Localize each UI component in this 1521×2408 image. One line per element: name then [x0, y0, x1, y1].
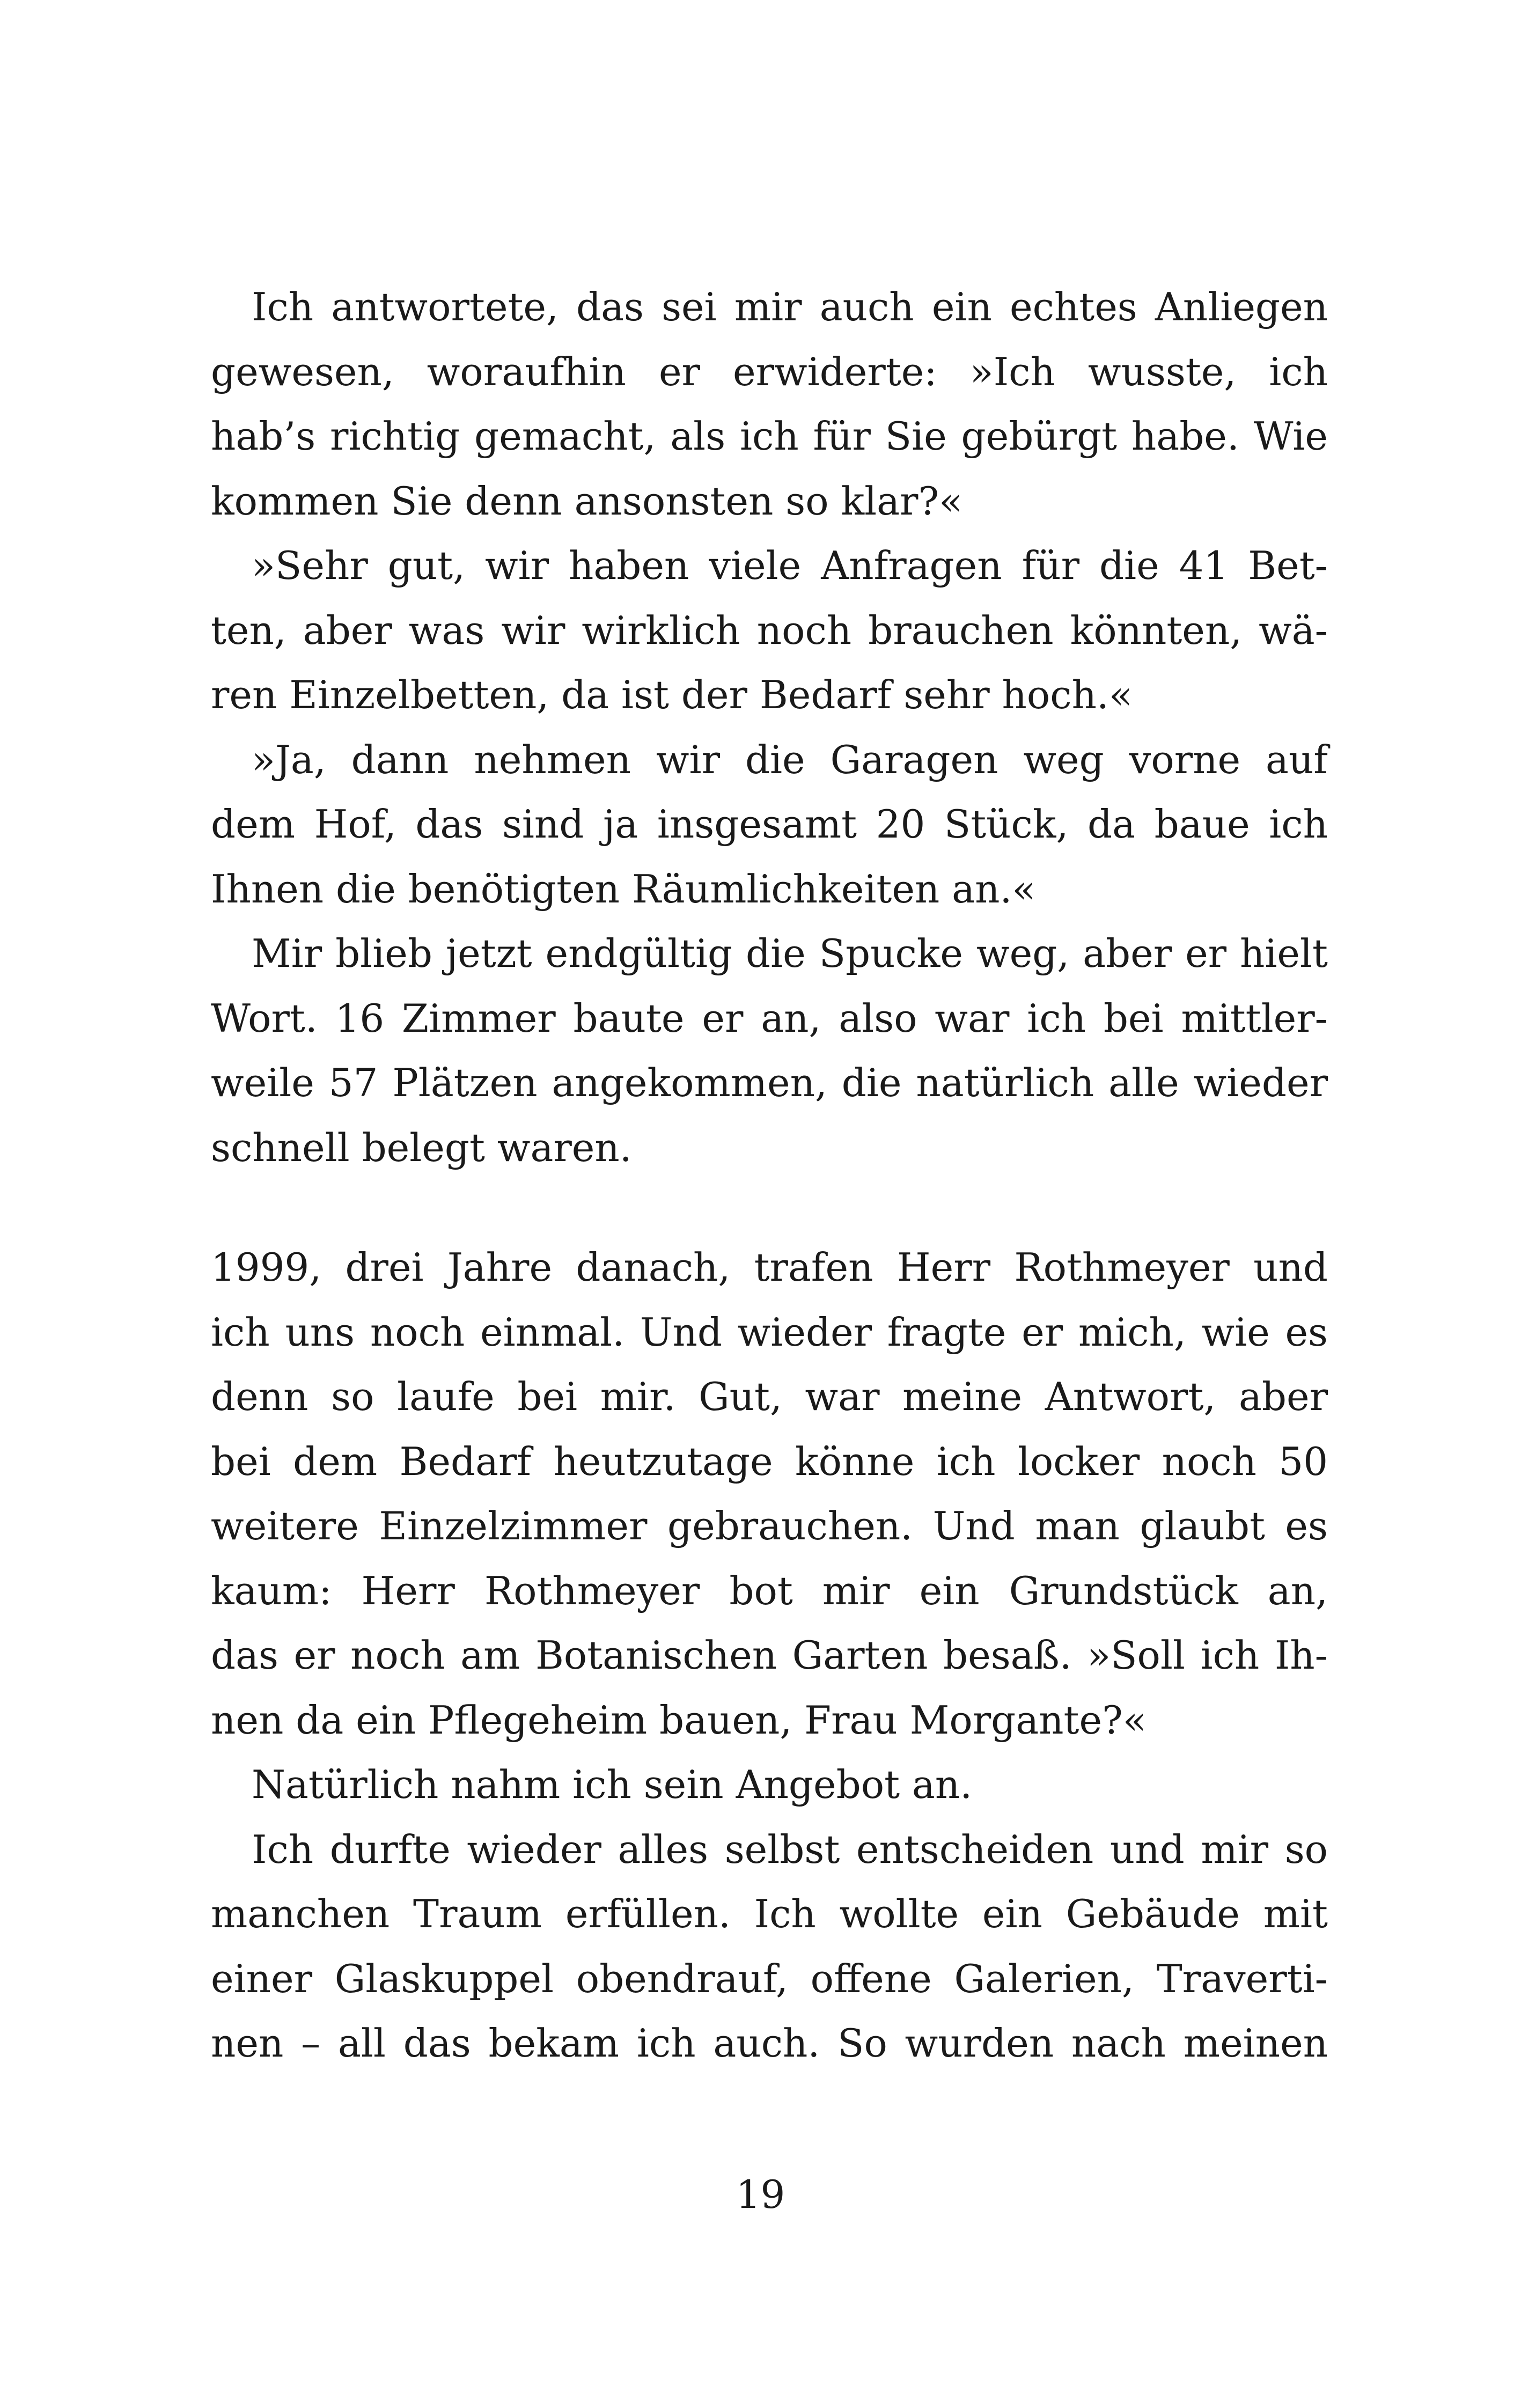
text-line: dem Hof, das sind ja insgesamt 20 Stück, da baue ich: [211, 802, 1328, 847]
text-line: 1999, drei Jahre danach, trafen Herr Rothmeyer und: [211, 1245, 1328, 1290]
text-line: Ich durfte wieder alles selbst entscheiden und mir so: [252, 1826, 1328, 1872]
text-section-second: [211, 1235, 1328, 2076]
text-line: das er noch am Botanischen Garten besaß. »Soll ich Ih-: [211, 1633, 1328, 1678]
text-line: schnell belegt waren.: [211, 1125, 632, 1170]
text-line: ten, aber was wir wirklich noch brauchen könnten, wä-: [211, 607, 1328, 653]
text-line: Ich antwortete, das sei mir auch ein echtes Anliegen: [252, 284, 1328, 329]
text-line: gewesen, woraufhin er erwiderte: »Ich wusste, ich: [211, 349, 1328, 394]
text-line: bei dem Bedarf heutzutage könne ich locker noch 50: [211, 1438, 1328, 1484]
text-line: nen da ein Pflegeheim bauen, Frau Morgante?«: [211, 1697, 1147, 1743]
text-line: »Ja, dann nehmen wir die Garagen weg vorne auf: [252, 737, 1328, 782]
text-line: kaum: Herr Rothmeyer bot mir ein Grundstück an,: [211, 1568, 1328, 1613]
text-line: einer Glaskuppel obendrauf, offene Galerien, Traverti-: [211, 1956, 1328, 2001]
text-line: manchen Traum erfüllen. Ich wollte ein Gebäude mit: [211, 1891, 1328, 1936]
text-line: kommen Sie denn ansonsten so klar?«: [211, 478, 963, 524]
text-line: weitere Einzelzimmer gebrauchen. Und man glaubt es: [211, 1503, 1328, 1548]
text-line: hab’s richtig gemacht, als ich für Sie gebürgt habe. Wie: [211, 414, 1328, 459]
text-line: ren Einzelbetten, da ist der Bedarf sehr hoch.«: [211, 672, 1133, 717]
text-line: Natürlich nahm ich sein Angebot an.: [252, 1762, 973, 1807]
page-number: 19: [736, 2172, 785, 2217]
text-line: weile 57 Plätzen angekommen, die natürlich alle wieder: [211, 1060, 1328, 1105]
text-line: Wort. 16 Zimmer baute er an, also war ich bei mittler-: [211, 995, 1328, 1041]
text-line: denn so laufe bei mir. Gut, war meine Antwort, aber: [211, 1374, 1328, 1419]
text-line: Ihnen die benötigten Räumlichkeiten an.«: [211, 866, 1036, 912]
text-section-first: [211, 275, 1328, 1180]
text-line: »Sehr gut, wir haben viele Anfragen für die 41 Bet-: [252, 543, 1328, 588]
text-line: ich uns noch einmal. Und wieder fragte er mich, wie es: [211, 1309, 1328, 1355]
text-line: Mir blieb jetzt endgültig die Spucke weg, aber er hielt: [252, 931, 1328, 976]
text-line: nen – all das bekam ich auch. So wurden nach meinen: [211, 2021, 1328, 2066]
